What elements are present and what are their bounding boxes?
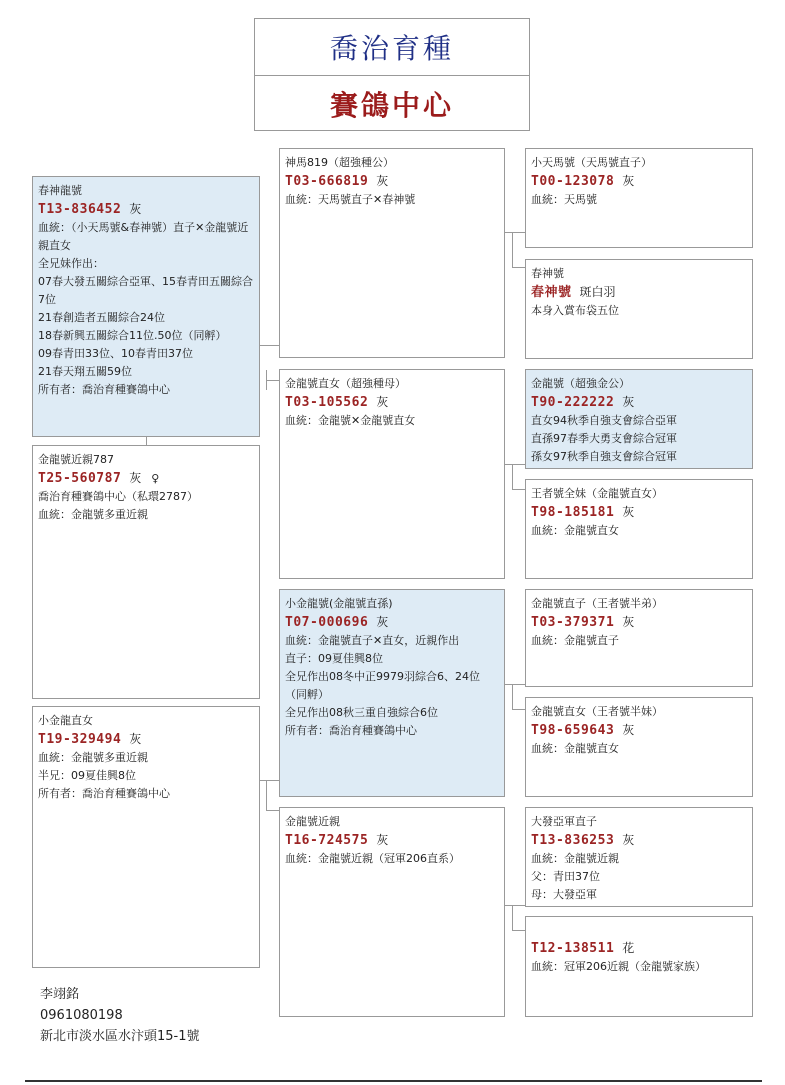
ring-row <box>285 172 500 191</box>
color-label: 灰 <box>622 833 635 847</box>
pedigree-card-dd <box>279 807 505 1017</box>
connector <box>512 684 513 709</box>
ring-number: T13-836452 <box>38 202 122 217</box>
card-line: 母：大發亞軍 <box>531 888 597 901</box>
pedigree-card-ds-d <box>525 479 753 579</box>
card-line: 半兄：09夏佳興8位 <box>38 769 136 782</box>
pedigree-card-dam <box>32 445 260 699</box>
card-line: 09春青田33位、10春青田37位 <box>38 347 193 360</box>
connector <box>505 905 525 906</box>
breeder-title: 喬治育種 <box>255 19 529 76</box>
header-box <box>254 18 530 131</box>
color-label: 灰 <box>376 174 389 188</box>
pedigree-card-ddd <box>525 916 753 1017</box>
card-line: 血統：金龍號直子 <box>531 634 619 647</box>
color-label: 灰 <box>129 732 142 746</box>
bottom-divider <box>25 1080 762 1082</box>
owner-info <box>40 984 270 1047</box>
card-line: 所有者：喬治育種賽鴿中心 <box>38 787 170 800</box>
card-line: 喬治育種賽鴿中心（私環2787） <box>38 490 198 503</box>
card-line: 血統：金龍號近親 <box>531 852 619 865</box>
connector <box>505 684 525 685</box>
card-line: 父：青田37位 <box>531 870 600 883</box>
owner-address: 新北市淡水區水汴頭15-1號 <box>40 1029 200 1044</box>
ring-number: T03-666819 <box>285 174 369 189</box>
pedigree-card-dsd <box>525 697 753 797</box>
card-line: 血統：冠軍206近親（金龍號家族） <box>531 960 706 973</box>
ring-number: T98-659643 <box>531 723 615 738</box>
owner-phone: 0961080198 <box>40 1008 123 1023</box>
card-line: 所有者：喬治育種賽鴿中心 <box>285 724 417 737</box>
connector <box>260 780 279 781</box>
card-name: 金龍號（超強金公） <box>531 377 630 390</box>
color-label: 灰 <box>622 723 635 737</box>
card-line: 血統：金龍號多重近親 <box>38 508 148 521</box>
ring-row <box>285 831 500 850</box>
ring-number: T07-000696 <box>285 615 369 630</box>
ring-number: 春神號 <box>531 285 572 300</box>
card-line: 全兄妹作出： <box>38 257 104 270</box>
card-line: 血統：天馬號 <box>531 193 597 206</box>
card-line: 21春天翔五關59位 <box>38 365 132 378</box>
pedigree-card-dds <box>525 807 753 907</box>
female-symbol: ♀ <box>151 472 160 485</box>
ring-row <box>285 393 500 412</box>
connector <box>512 232 513 267</box>
card-line: 07春大發五關綜合亞軍、15春青田五關綜合7位 <box>38 275 253 306</box>
pedigree-card-ds <box>279 589 505 797</box>
pedigree-card-ds-s <box>525 369 753 469</box>
card-line: 本身入賞布袋五位 <box>531 304 619 317</box>
color-label: 灰 <box>622 395 635 409</box>
color-label: 灰 <box>129 202 142 216</box>
connector <box>505 464 525 465</box>
ring-number: T90-222222 <box>531 395 615 410</box>
connector <box>146 437 147 445</box>
card-name: 金龍號近親 <box>285 815 340 828</box>
color-label: 灰 <box>129 471 142 485</box>
center-title: 賽鴿中心 <box>329 89 454 122</box>
card-line: 21春創造者五關綜合24位 <box>38 311 165 324</box>
card-name: 金龍號近親787 <box>38 453 114 466</box>
card-name: 小金龍號(金龍號直孫) <box>285 597 393 610</box>
card-line: 血統：天馬號直子✕春神號 <box>285 193 416 206</box>
color-label: 灰 <box>376 615 389 629</box>
ring-row <box>38 730 255 749</box>
connector <box>260 345 279 346</box>
pedigree-card-dss <box>525 589 753 687</box>
card-line: 孫女97秋季自強支會綜合冠軍 <box>531 450 677 463</box>
card-name: 金龍號直女（超強種母） <box>285 377 406 390</box>
connector <box>512 267 525 268</box>
card-line: 全兄作出08秋三重自強綜合6位 <box>285 706 438 719</box>
ring-row <box>38 200 255 219</box>
connector <box>512 905 513 930</box>
pedigree-card-sire <box>279 148 505 358</box>
color-label: 花 <box>622 941 635 955</box>
ring-row <box>531 172 748 191</box>
ring-row <box>531 503 748 522</box>
ring-row <box>531 393 748 412</box>
card-name: 春神號 <box>531 267 564 280</box>
ring-number: T25-560787 <box>38 471 122 486</box>
card-line: 血統：金龍號直子✕直女，近親作出 <box>285 634 460 647</box>
card-name: 金龍號直子（王者號半弟） <box>531 597 663 610</box>
ring-row <box>531 939 748 958</box>
card-name: 神馬819（超強種公） <box>285 156 394 169</box>
card-name: 王者號全妹（金龍號直女） <box>531 487 663 500</box>
connector <box>266 780 267 810</box>
ring-number: T12-138511 <box>531 941 615 956</box>
ring-number: T13-836253 <box>531 833 615 848</box>
ring-row <box>531 831 748 850</box>
ring-number: T16-724575 <box>285 833 369 848</box>
pedigree-card-sibling <box>32 706 260 968</box>
card-line: 直孫97春季大勇支會綜合冠軍 <box>531 432 677 445</box>
pedigree-card-main <box>32 176 260 437</box>
ring-row <box>531 283 748 302</box>
connector <box>512 464 513 489</box>
pedigree-card-sd <box>525 259 753 359</box>
color-label: 灰 <box>376 833 389 847</box>
ring-number: T03-105562 <box>285 395 369 410</box>
color-label: 灰 <box>622 505 635 519</box>
pedigree-card-ss <box>525 148 753 248</box>
card-line: 血統：金龍號直女 <box>531 742 619 755</box>
card-name: 大發亞軍直子 <box>531 815 597 828</box>
ring-row <box>38 469 255 488</box>
ring-number: T00-123078 <box>531 174 615 189</box>
pedigree-card-dam-2 <box>279 369 505 579</box>
color-label: 灰 <box>622 174 635 188</box>
color-label: 灰 <box>622 615 635 629</box>
card-name: 小天馬號（天馬號直子） <box>531 156 652 169</box>
card-line: 直子：09夏佳興8位 <box>285 652 383 665</box>
card-line: 所有者：喬治育種賽鴿中心 <box>38 383 170 396</box>
card-line: 血統：金龍號多重近親 <box>38 751 148 764</box>
card-name: 小金龍直女 <box>38 714 93 727</box>
ring-number: T03-379371 <box>531 615 615 630</box>
owner-name: 李翊銘 <box>40 987 80 1002</box>
connector <box>512 930 525 931</box>
card-line: 血統：（小天馬號&春神號）直子✕金龍號近親直女 <box>38 221 249 252</box>
connector <box>512 709 525 710</box>
connector <box>266 810 279 811</box>
card-name: 金龍號直女（王者號半妹） <box>531 705 663 718</box>
ring-row <box>285 613 500 632</box>
color-label: 灰 <box>376 395 389 409</box>
color-label: 斑白羽 <box>579 285 616 299</box>
connector <box>505 232 525 233</box>
ring-number: T19-329494 <box>38 732 122 747</box>
card-line: 全兄作出08冬中正9979羽綜合6、24位（同孵） <box>285 670 480 701</box>
ring-row <box>531 721 748 740</box>
card-name: 春神龍號 <box>38 184 82 197</box>
card-line: 直女94秋季自強支會綜合亞軍 <box>531 414 677 427</box>
card-line: 血統：金龍號✕金龍號直女 <box>285 414 416 427</box>
card-line: 血統：金龍號直女 <box>531 524 619 537</box>
ring-row <box>531 613 748 632</box>
connector <box>512 489 525 490</box>
card-line: 18春新興五關綜合11位.50位（同孵） <box>38 329 227 342</box>
connector <box>266 380 279 381</box>
card-line: 血統：金龍號近親（冠軍206直系） <box>285 852 460 865</box>
ring-number: T98-185181 <box>531 505 615 520</box>
